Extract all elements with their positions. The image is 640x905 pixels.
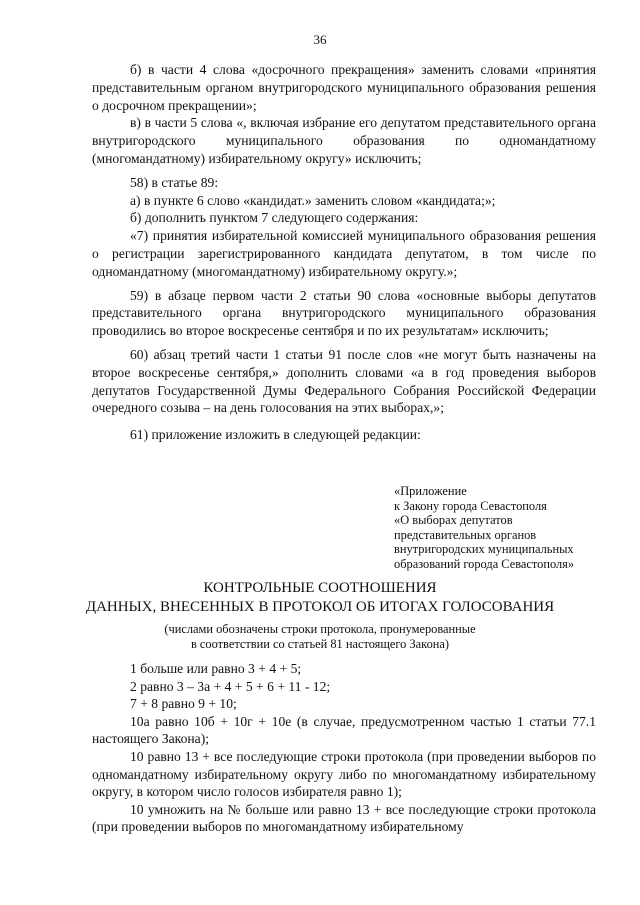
note-line: (числами обозначены строки протокола, пронумерованные: [164, 622, 476, 636]
appendix-line: «Приложение: [394, 484, 467, 498]
relation-item: 2 равно 3 – 3а + 4 + 5 + 6 + 11 - 12;: [130, 678, 331, 694]
appendix-line: внутригородских муниципальных: [394, 542, 574, 557]
appendix-line: «О выборах депутатов: [394, 513, 513, 528]
paragraph-58-quote: «7) принятия избирательной комиссией муниципального образования решения о регистрации зарегистрированного кандидата депутатом, в том числе по одномандатному (многомандатному) избирательному округу.»;: [92, 228, 596, 279]
paragraph-61: 61) приложение изложить в следующей редакции:: [130, 427, 421, 443]
appendix-header: [394, 484, 604, 572]
appendix-line: к Закону города Севастополя: [394, 498, 547, 513]
relation-item: 1 больше или равно 3 + 4 + 5;: [130, 661, 302, 676]
paragraph-b-part4: б) в части 4 слова «досрочного прекращения» заменить словами «принятия представительным органом внутригородского муниципального образования решения о досрочном прекращении»;: [92, 62, 596, 113]
title-line: КОНТРОЛЬНЫЕ СООТНОШЕНИЯ: [203, 580, 437, 596]
control-relations: [92, 660, 596, 836]
relation-item: 10 равно 13 + все последующие строки протокола (при проведении выборов по одномандатному избирательному округу либо по многомандатному избирательному округу, в котором число голосов избирателя равно 1);: [92, 748, 596, 800]
title-line: ДАННЫХ, ВНЕСЕННЫХ В ПРОТОКОЛ ОБ ИТОГАХ ГОЛОСОВАНИЯ: [85, 599, 555, 615]
paragraph-v-part5: в) в части 5 слова «, включая избрание его депутатом представительного органа внутригородского муниципального образования по одномандатному (многомандатному) избирательному округу» исключить;: [92, 115, 596, 166]
relation-item: 10 умножить на № больше или равно 13 + все последующие строки протокола (при проведении выборов по многомандатному избирательному: [92, 801, 596, 835]
relation-item: 10а равно 10б + 10г + 10е (в случае, предусмотренном частью 1 статьи 77.1 настоящего Закона);: [92, 713, 596, 747]
paragraph-58: 58) в статье 89:: [130, 174, 219, 190]
paragraph-58-b: б) дополнить пунктом 7 следующего содержания:: [130, 210, 419, 226]
paragraph-58-a: а) в пункте 6 слово «кандидат.» заменить словом «кандидата;»;: [130, 192, 496, 208]
amendments-text: [92, 61, 596, 444]
appendix-line: представительных органов: [394, 527, 537, 542]
relation-item: 7 + 8 равно 9 + 10;: [130, 696, 237, 712]
section-title: [0, 579, 640, 617]
paragraph-60: 60) абзац третий части 1 статьи 91 после слов «не могут быть назначены на второе воскресенье сентября,» дополнить словами «а в год проведения выборов депутатов Государственной Думы Федерального Собрания Российской Федерации очередного созыва – на день голосования на этих выборах,»;: [92, 346, 596, 416]
title-note: [0, 622, 640, 652]
note-line: в соответствии со статьей 81 настоящего Закона): [190, 637, 450, 651]
page-number: 36: [313, 32, 327, 47]
paragraph-59: 59) в абзаце первом части 2 статьи 90 слова «основные выборы депутатов представительного органа внутригородского муниципального образования проводились во второе воскресенье сентября и по их результатам» исключить;: [92, 287, 596, 339]
appendix-line: образований города Севастополя»: [394, 556, 575, 571]
